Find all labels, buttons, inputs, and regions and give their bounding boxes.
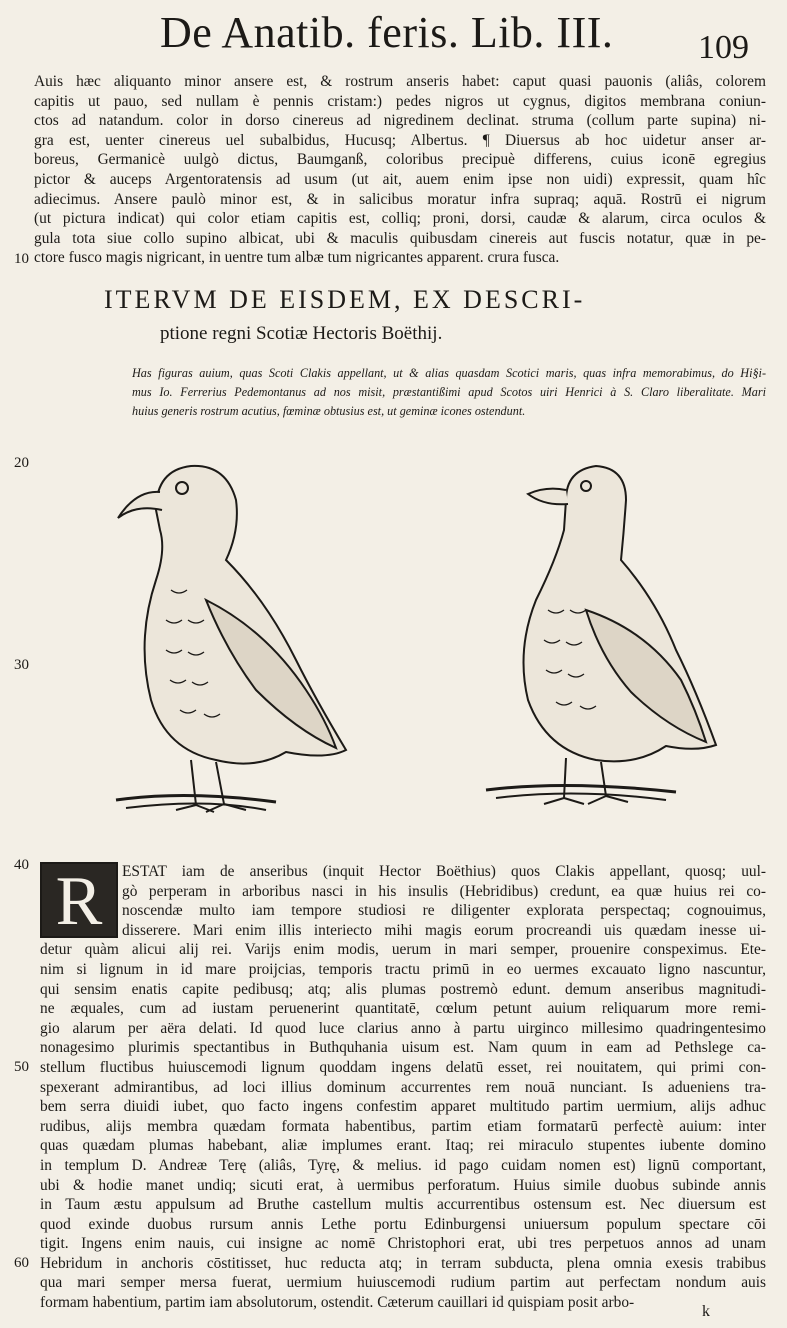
text-line: in Taum æstu appulsum ad Bruthe castellum multis accurrentibus ostensum est. Nec diuersum est [40,1196,766,1214]
running-head: De Anatib. feris. Lib. III. [160,8,614,57]
text-line: qua mari semper mersa fuerat, uermium huiuscemodi rudium partim aut perfectam nondum auis [40,1274,766,1292]
text-line: quod exinde duobus rursum annis Lethe portu Edinburgensi uniuersum populum spectare cōi [40,1215,766,1233]
text-line: bem serra diuidi iubet, quo facto ingens confestim apparet multitudo partim uermium, alijs adhuc [40,1098,766,1116]
text-line: tigit. Ingens enim nauis, cui insigne ac nomē Christophori erat, ubi tres perpetuos annos ad unam [40,1235,766,1253]
margin-line-number: 30 [14,657,29,673]
text-line: Auis hæc aliquanto minor ansere est, & rostrum anseris habet: caput quasi pauonis (aliâs, colorem [34,73,766,90]
text-line: rudibus, alijs membra quædam formata habentibus, partim etiam formatarū perfectè auium: inter [40,1117,766,1135]
paragraph-2 [40,862,766,1313]
text-line: quas quædam plumas habebant, aliæ implumes erant. Itaq; rei miraculo stupentes iubente domino [40,1137,766,1155]
figure-caption [132,364,766,421]
section-title-continuation: ptione regni Scotiæ Hectoris Boëthij. [160,323,443,344]
text-line: ctos ad natandum. color in dorso cinereus ad nigredinem declinat. struma (collum parte supina) ni- [34,112,766,130]
text-line: formam habentium, partim iam absolutorum, ostendit. Cæterum cauillari id quispiam posit arbo- [40,1294,635,1312]
margin-line-number: 60 [14,1255,29,1271]
text-line: gula tota siue collo supino albicat, ubi & maculis quibusdam cinereis aut fuscis notatur, quæ in pe- [34,229,766,247]
text-line: capitis ut pauo, sed nullam è pennis cristam:) pedes nigros ut cygnus, digitos membrana coniun- [34,92,766,110]
text-line: in templum D. Andreæ Terę (aliâs, Tyrę, & melius. id pago cuidam nomen est) lignū comportant, [40,1156,766,1174]
text-line: gò perperam in arboribus nasci in his insulis (Hebridibus) credunt, ea quæ huius rei co- [122,882,766,900]
text-line: gra est, uenter cinereus uel subalbidus, Hucusq; Albertus. ¶ Diuersus ab hoc uidetur anser ar- [34,131,766,149]
text-line: (ut pictura indicat) qui color etiam capitis est, colliq; proni, dorsi, caudæ & alarum, circa oculos & [34,210,766,228]
right-goose-illustration [486,466,716,804]
text-line: huius generis rostrum acutius, fœminæ obtusius est, ut geminæ icones ostendunt. [132,404,526,418]
text-line: spexerant admirantibus, ad loci illius dominum accurrentes rem nouā nunciant. Is adueniens tra- [40,1078,766,1096]
text-line: nonagesimo plurimis spectantibus in Buthquhania uisum est. Nam quum in eam ad Pethslege ca- [40,1039,766,1057]
text-line: Hebridum in anchoris cōstitisset, huc reducta atq; in terram subducta, plena omnia exesis trabibus [40,1254,766,1272]
text-line: Has figuras auium, quas Scoti Clakis appellant, ut & alias quasdam Scotici maris, quas infra memorabimus, do Hi§i- [132,366,766,380]
text-line: detur quàm alicui alij rei. Varijs enim modis, uerum in mari semper, prouenire conspeximus. Ete- [40,941,766,959]
left-goose-illustration [116,466,346,812]
margin-line-number: 20 [14,455,29,471]
text-line: noscendæ multo iam tempore studiosi re diligenter explorata perspectaq; cognouimus, [122,902,766,920]
text-line: disserere. Mari enim illis interiecto mihi magis eorum procreandi uis quædam inesse ui- [122,921,766,939]
section-title: ITERVM DE EISDEM, EX DESCRI- [104,285,586,314]
margin-line-number: 10 [14,251,29,267]
margin-line-number: 40 [14,857,29,873]
text-line: nim si lignum in id mare proijcias, temporis tractu primū in eo uermes excauato ligno nascuntur, [40,960,766,978]
text-line: ne æquales, cum ad iustam peruenerint quantitatē, cœlum petunt auium reliquarum more remi- [40,1000,766,1018]
text-line: adiecimus. Ansere paulò minor est, & in salicibus moratur infra supraq; aquā. Rostrū ei nigrum [34,190,766,208]
drop-cap-initial: R [40,862,118,938]
text-line: mus Io. Ferrerius Pedemontanus ad nos misit, præstantißimi apud Scotos uiri Henrici à S. Claro liberalitate. Mari [132,385,766,399]
text-line: boreus, Germanicè uulgò dictus, Baumganß, coloribus precipuè differens, cuius iconē egregius [34,151,766,169]
woodcut-illustration-geese [96,430,736,846]
text-line: stellum fluctibus huiuscemodi lignum quoddam ingens delatū esset, rei nouitatem, qui primi con- [40,1058,766,1076]
text-line: qui sensim enatis capite pedibusq; atq; alis plumas postremò edunt. demum anseribus magnitudi- [40,980,766,998]
page-number: 109 [698,29,749,66]
margin-line-number: 50 [14,1059,29,1075]
text-line: pictor & auceps Argentoratensis ad usum (ut ait, auem enim ipse non uidi) expressit, quam hîc [34,170,766,188]
text-line: ubi & hodie manet undiq; sicuti erat, à uermibus perforatum. Huius simile duobus subinde annis [40,1176,766,1194]
text-line: gio alarum per aëra delati. Id quod luce clarius anno à partu uirginco millesimo quadringentesimo [40,1019,766,1037]
catchword: k [702,1303,710,1320]
text-line: ctore fusco magis nigricant, in uentre tum albæ tum nigricantes apparent. crura fusca. [34,249,560,267]
paragraph-1 [34,72,766,268]
text-line: ESTAT iam de anseribus (inquit Hector Boëthius) quos Clakis appellant, quosq; uul- [122,863,766,880]
